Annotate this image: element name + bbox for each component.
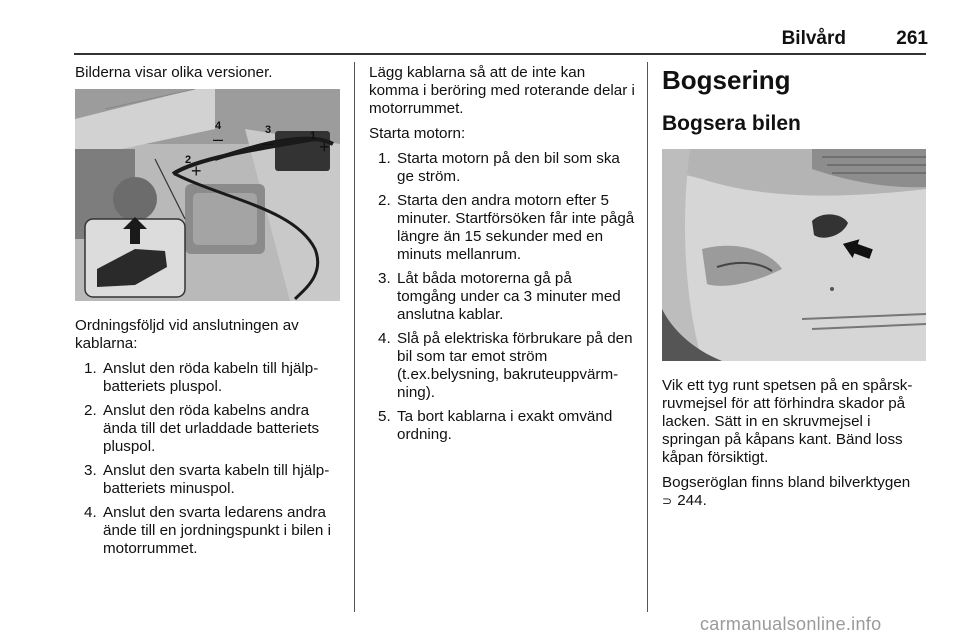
list-item [369,270,635,324]
page-reference-link[interactable]: 244. [677,492,707,509]
connection-steps [75,360,340,558]
paragraph-instructions: Vik ett tyg runt spetsen på en spårskruvmejsel för att förhindra skador på lacken. Sätt in en skruvmejsel i springan på kåpans kant. Bänd loss kåpan försiktigt. [662,377,913,466]
step-text: Starta den andra motorn efter 5 minuter. Startförsöken får inte pågå längre än 15 sekunder med en minuts mellanrum. [397,192,635,263]
header-divider [74,53,926,55]
column-divider-1 [354,62,355,612]
column-3 [662,64,928,517]
order-text: Ordningsföljd vid anslutningen av kablarna: [75,317,299,352]
step-text: Anslut den svarta ledarens andra ände till en jordningspunkt i bilen i motorrummet. [103,504,331,557]
column-2 [369,64,635,450]
start-label: Starta motorn: [369,125,466,142]
step-text: Starta motorn på den bil som ska ge ström. [397,150,620,185]
step-number: 1. [84,360,97,377]
step-text: Anslut den röda kabelns andra ända till det urladdade batteriets pluspol. [103,402,320,455]
step-text: Anslut den svarta kabeln till hjälpbatteriets minuspol. [103,462,330,497]
page-number: 261 [896,28,928,49]
subsection-heading: Bogsera bilen [662,112,801,135]
intro-text: Lägg kablarna så att de inte kan komma i beröring med roterande delar i motorrummet. [369,64,635,117]
minus-terminal-icon: – [263,133,274,153]
column-divider-2 [647,62,648,612]
step-number: 2. [84,402,97,419]
list-item [75,504,340,558]
figure-label-1: 1 [310,130,317,142]
paragraph-tow-eye-location [662,474,928,510]
step-number: 1. [378,150,391,167]
tow-eye-text: Bogseröglan finns bland bilverktygen [662,474,911,491]
list-item [75,360,340,396]
plus-terminal-icon: + [191,161,202,181]
jump-start-figure [75,89,340,301]
list-item [75,402,340,456]
section-heading: Bogsering [662,65,791,95]
step-text: Ta bort kablarna i exakt omvänd ordning. [397,408,613,443]
step-number: 3. [378,270,391,287]
list-item [369,192,635,264]
start-steps [369,150,635,444]
step-number: 4. [378,330,391,347]
minus-terminal-icon: – [213,129,224,149]
figure-label-3: 3 [265,124,272,136]
step-number: 5. [378,408,391,425]
figure-label-2: 2 [185,154,192,166]
watermark: carmanualsonline.info [700,614,882,634]
tow-eye-cover-figure [662,149,926,361]
list-item [369,408,635,444]
step-text: Slå på elektriska förbrukare på den bil som tar emot ström (t.ex.belysning, bakruteuppvärmning). [397,330,633,401]
plus-terminal-icon: + [319,137,330,157]
list-item [369,330,635,402]
step-number: 3. [84,462,97,479]
step-text: Låt båda motorerna gå på tomgång under ca 3 minuter med anslutna kablar. [397,270,621,323]
column-1 [75,64,340,564]
list-item [369,150,635,186]
figure-label-4: 4 [215,120,222,132]
list-item [75,462,340,498]
step-number: 4. [84,504,97,521]
step-number: 2. [378,192,391,209]
arrow-reference-icon: ⊃ [662,494,673,508]
section-title: Bilvård [781,28,846,49]
step-text: Anslut den röda kabeln till hjälpbatteriets pluspol. [103,360,319,395]
intro-text: Bilderna visar olika versioner. [75,64,273,81]
